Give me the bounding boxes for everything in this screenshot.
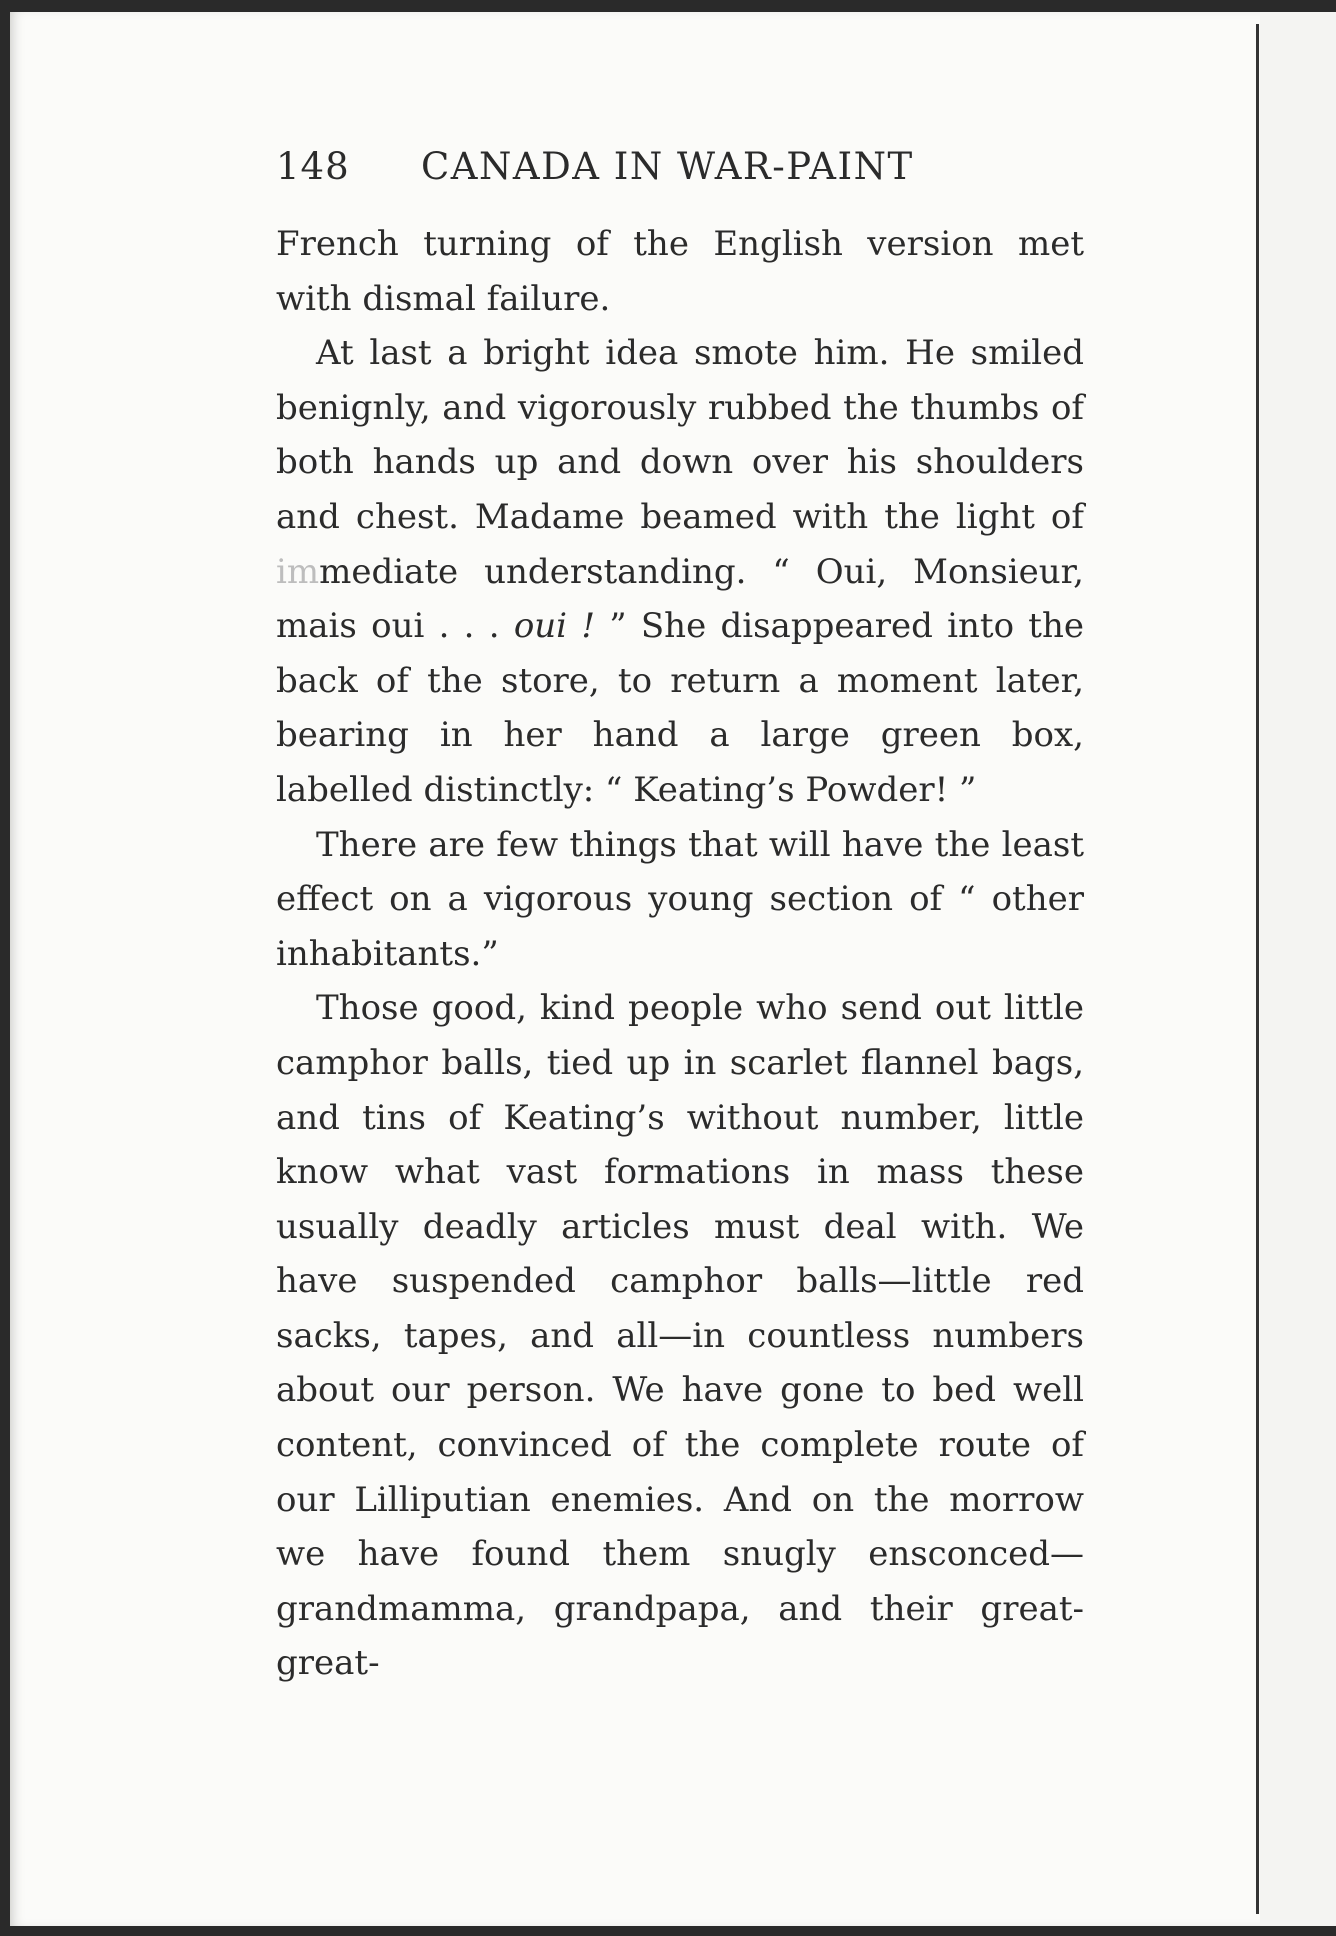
- paragraph-1: French turning of the English version met with dismal failure.: [276, 224, 1084, 319]
- running-head: [276, 145, 1084, 205]
- paragraph-4: Those good, kind people who send out little camphor balls, tied up in scarlet flannel bags, and tins of Keating’s without number, little know what vast formations in mass these usually deadly articles must deal with. We have suspended camphor balls—little red sacks, tapes, and all—in countless numbers about our person. We have gone to bed well content, convinced of the complete route of our Lilliputian enemies. And on the morrow we have found them snugly ensconced—grandmamma, grandpapa, and their great-great-: [276, 988, 1084, 1684]
- running-title: CANADA IN WAR-PAINT: [421, 145, 914, 188]
- page-number: 148: [276, 145, 350, 188]
- facing-page-edge: [1260, 12, 1336, 1926]
- paragraph-3: There are few things that will have the least effect on a vigorous young section of “ other inhabitants.”: [276, 824, 1084, 974]
- body-text: [276, 217, 1084, 1691]
- paragraph-2: At last a bright idea smote him. He smiled benignly, and vigorously rubbed the thumbs of both hands up and down over his shoulders and chest. Madame beamed with the light of immediate understanding. “ Oui, Monsieur, mais oui . . . oui ! ” She disappeared into the back of the store, to return a moment later, bearing in her hand a large green box, labelled distinctly: “ Keating’s Powder! ”: [276, 333, 1084, 810]
- page-text-block: [276, 145, 1084, 1691]
- page-edge-line: [1256, 24, 1259, 1914]
